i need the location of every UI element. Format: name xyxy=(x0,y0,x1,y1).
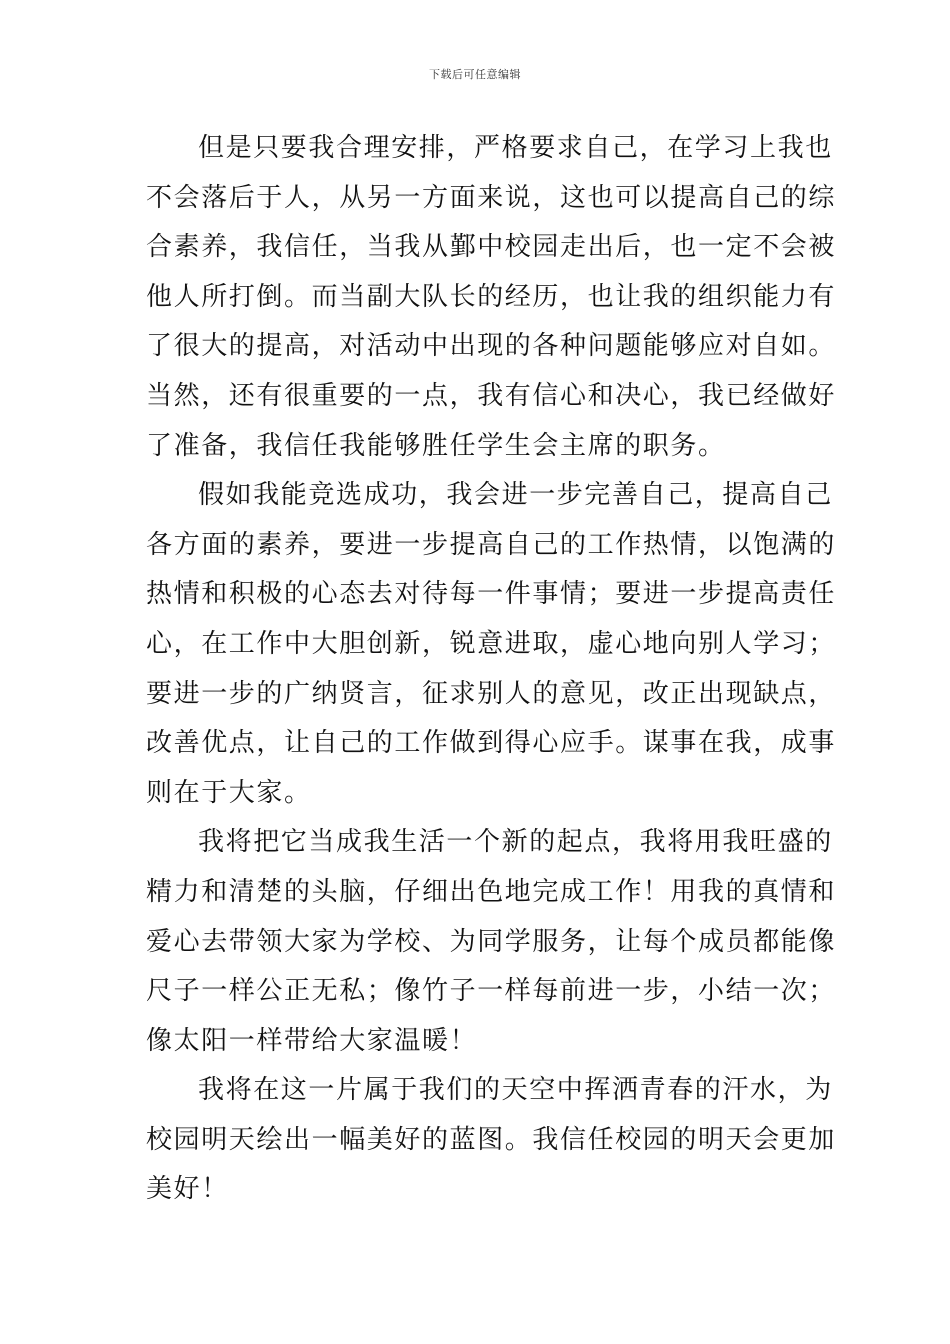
text-line: 改善优点，让自己的工作做到得心应手。谋事在我，成事 xyxy=(146,728,837,759)
paragraph-1 xyxy=(146,124,837,471)
text-line: 当然，还有很重要的一点，我有信心和决心，我已经做好 xyxy=(146,380,837,411)
text-line: 尺子一样公正无私；像竹子一样每前进一步，小结一次； xyxy=(146,976,837,1007)
text-line: 心，在工作中大胆创新，锐意进取，虚心地向别人学习； xyxy=(146,628,837,659)
text-line: 要进一步的广纳贤言，征求别人的意见，改正出现缺点， xyxy=(146,678,837,709)
header-note: 下载后可任意编辑 xyxy=(429,68,521,81)
text-line: 我将在这一片属于我们的天空中挥洒青春的汗水，为 xyxy=(198,1075,833,1106)
text-line: 不会落后于人，从另一方面来说，这也可以提高自己的综 xyxy=(146,182,837,213)
text-line: 精力和清楚的头脑，仔细出色地完成工作！用我的真情和 xyxy=(146,876,837,907)
text-line: 则在于大家。 xyxy=(146,777,312,808)
text-line: 了准备，我信任我能够胜任学生会主席的职务。 xyxy=(146,430,726,461)
text-line: 爱心去带领大家为学校、为同学服务，让每个成员都能像 xyxy=(146,926,837,957)
text-line: 假如我能竞选成功，我会进一步完善自己，提高自己 xyxy=(198,480,833,511)
text-line: 美好！ xyxy=(146,1174,229,1205)
text-line: 合素养，我信任，当我从鄞中校园走出后，也一定不会被 xyxy=(146,232,837,263)
paragraph-3 xyxy=(146,818,837,1066)
text-line: 像太阳一样带给大家温暖！ xyxy=(146,1025,478,1056)
paragraph-2 xyxy=(146,471,837,818)
paragraph-4 xyxy=(146,1066,837,1215)
text-line: 了很大的提高，对活动中出现的各种问题能够应对自如。 xyxy=(146,331,837,362)
document-body xyxy=(146,124,837,1215)
text-line: 他人所打倒。而当副大队长的经历，也让我的组织能力有 xyxy=(146,281,837,312)
text-line: 各方面的素养，要进一步提高自己的工作热情，以饱满的 xyxy=(146,529,837,560)
text-line: 热情和积极的心态去对待每一件事情；要进一步提高责任 xyxy=(146,579,837,610)
text-line: 我将把它当成我生活一个新的起点，我将用我旺盛的 xyxy=(198,827,833,858)
text-line: 校园明天绘出一幅美好的蓝图。我信任校园的明天会更加 xyxy=(146,1124,837,1155)
text-line: 但是只要我合理安排，严格要求自己，在学习上我也 xyxy=(198,133,833,163)
